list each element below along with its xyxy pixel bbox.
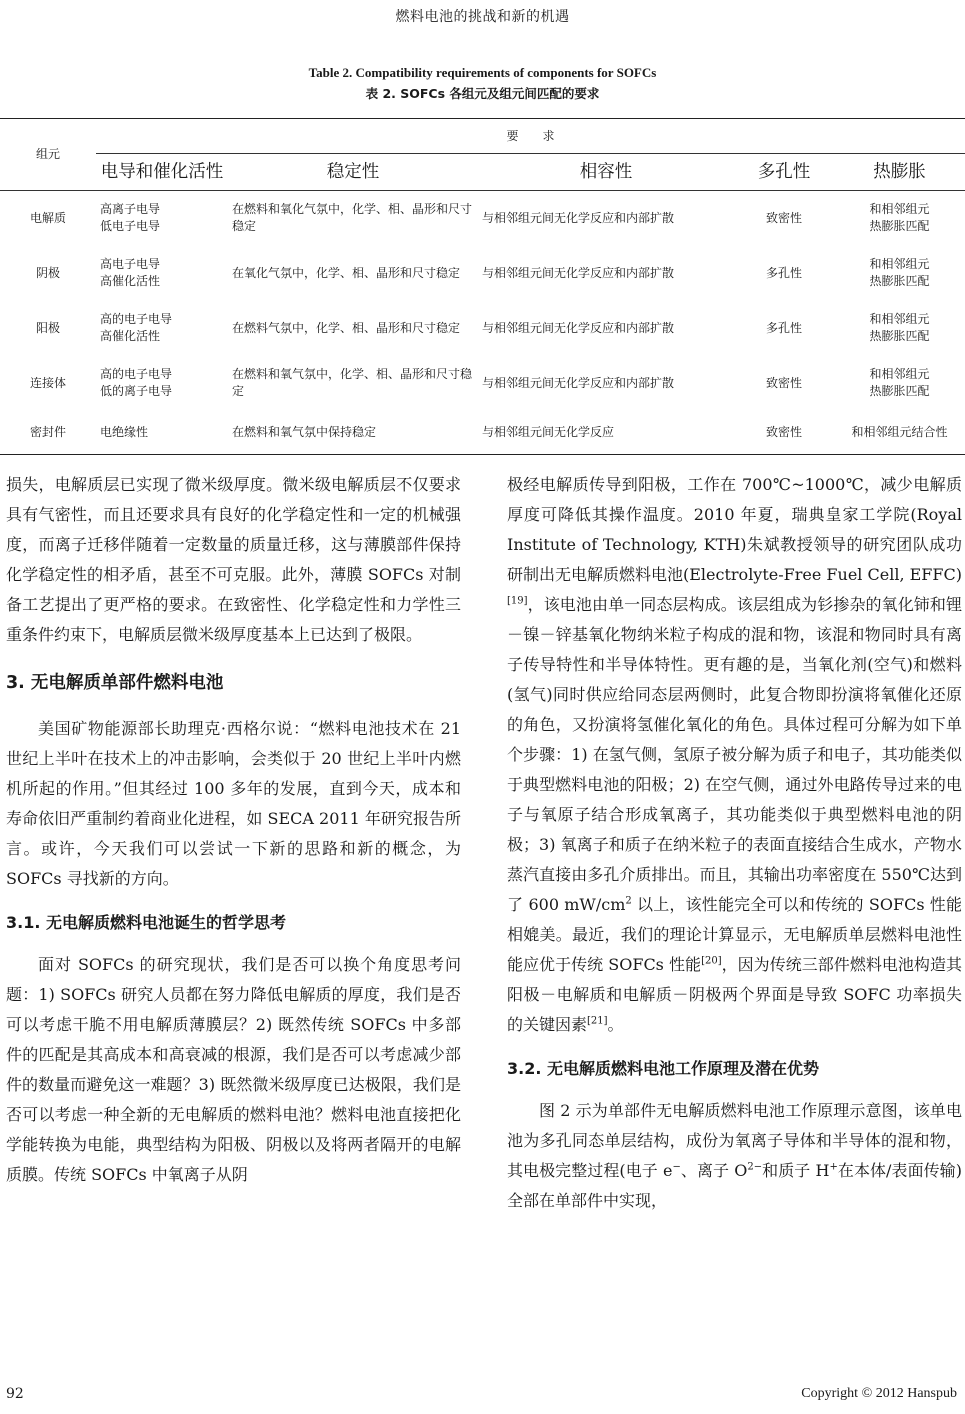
cell-conductivity: 高电子电导 高催化活性: [100, 257, 161, 288]
cell-expansion: 和相邻组元结合性: [851, 424, 948, 439]
cell-conductivity: 高的电子电导 高催化活性: [100, 312, 173, 343]
cell-component: 阳极: [35, 320, 60, 335]
cell-stability: 在氧化气氛中，化学、相、晶形和尺寸稳定: [232, 265, 461, 280]
right-column: [507, 470, 962, 1216]
requirements-table: [0, 118, 965, 455]
superscript: 2: [625, 895, 632, 907]
header-component: 组元: [35, 147, 60, 161]
cell-conductivity: 高的电子电导 低的离子电导: [100, 367, 173, 398]
cell-expansion: 和相邻组元 热膨胀匹配: [869, 367, 930, 398]
text-run: 在本体/表面传输)全部在单部件中实现，: [507, 1161, 962, 1210]
cell-compatibility: 与相邻组元间无化学反应和内部扩散: [482, 320, 675, 335]
table-caption-zh: 表 2. SOFCs 各组元及组元间匹配的要求: [365, 86, 600, 101]
cell-porosity: 致密性: [765, 375, 802, 390]
cell-expansion: 和相邻组元 热膨胀匹配: [869, 312, 930, 343]
table-row: [0, 191, 965, 246]
left-column: [6, 470, 461, 1190]
paragraph: [507, 470, 962, 1040]
citation: [20]: [701, 955, 722, 967]
cell-conductivity: 高离子电导 低电子电导: [100, 202, 161, 234]
cell-compatibility: 与相邻组元间无化学反应和内部扩散: [482, 210, 675, 225]
table-row: [0, 411, 965, 455]
subheader-expansion: 热膨胀: [834, 154, 965, 191]
table-row: [0, 246, 965, 301]
cell-component: 阴极: [35, 265, 60, 280]
cell-stability: 在燃料和氧气氛中保持稳定: [232, 424, 377, 439]
cell-component: 连接体: [29, 375, 66, 390]
text-run: ，该电池由单一同态层构成。该层组成为钐掺杂的氧化铈和锂－镍－锌基氧化物纳米粒子构成的混和物，该混和物同时具有离子传导特性和半导体特性。更有趣的是，当氧化剂(空气)和燃料(氢气)同时供应给同态层两侧时，此复合物即扮演将氧催化还原的角色，又扮演将氢催化氧化的角色。具体过程可分解为如下单个步骤：1) 在氢气侧，氢原子被分解为质子和电子，其功能类似于典型燃料电池的阳极；2) 在空气侧，通过外电路传导过来的电子与氧原子结合形成氧离子，其功能类似于典型燃料电池的阴极；3) 氧离子和质子在纳米粒子的表面直接结合生成水，产物水蒸汽直接由多孔介质排出。而且，其输出功率密度在 550℃达到了 600 mW/cm: [507, 595, 962, 914]
cell-compatibility: 与相邻组元间无化学反应: [482, 424, 615, 439]
text-run: 、离子 O: [680, 1161, 748, 1180]
text-run: 极经电解质传导到阳极，工作在 700℃~1000℃，减少电解质厚度可降低其操作温度。2010 年夏，瑞典皇家工学院(Royal Institute of Technology, KTH)朱斌教授领导的研究团队成功研制出无电解质燃料电池(Electrolyte-Free Fuel Cell, EFFC): [507, 475, 962, 584]
cell-porosity: 致密性: [765, 210, 802, 225]
table-caption-en: Table 2. Compatibility requirements of components for SOFCs: [308, 65, 657, 80]
cell-compatibility: 与相邻组元间无化学反应和内部扩散: [482, 375, 675, 390]
cell-porosity: 多孔性: [765, 265, 802, 280]
cell-compatibility: 与相邻组元间无化学反应和内部扩散: [482, 265, 675, 280]
subheader-stability: 稳定性: [228, 154, 478, 191]
text-run: 和质子 H: [762, 1161, 830, 1180]
citation: [19]: [507, 595, 528, 607]
table-row: [0, 356, 965, 411]
superscript: +: [829, 1161, 838, 1173]
text-run: 图 2 示为单部件无电解质燃料电池工作原理示意图，该单电池为多孔同态单层结构，成份为氧离子导体和半导体的混和物，其电极完整过程(电子 e: [507, 1101, 962, 1180]
paragraph: 面对 SOFCs 的研究现状，我们是否可以换个角度思考问题：1) SOFCs 研究人员都在努力降低电解质的厚度，我们是否可以考虑干脆不用电解质薄膜层？2) 既然传统 SOFCs 中多部件的匹配是其高成本和高衰减的根源，我们是否可以考虑减少部件的数量而避免这一难题？3) 既然微米级厚度已达极限，我们是否可以考虑一种全新的无电解质的燃料电池？燃料电池直接把化学能转换为电能，典型结构为阳极、阴极以及将两者隔开的电解质膜。传统 SOFCs 中氧离子从阴: [6, 955, 461, 1184]
page-number: 92: [6, 1386, 24, 1402]
cell-expansion: 和相邻组元 热膨胀匹配: [869, 202, 930, 234]
copyright-notice: Copyright © 2012 Hanspub: [801, 1386, 957, 1401]
section-heading-3: 3. 无电解质单部件燃料电池: [6, 673, 224, 693]
paragraph: 美国矿物能源部长助理克·西格尔说：“燃料电池技术在 21 世纪上半叶在技术上的冲击影响，会类似于 20 世纪上半叶内燃机所起的作用。”但其经过 100 多年的发展，直到今天，成本和寿命依旧严重制约着商业化进程，如 SECA 2011 年研究报告所言。或许，今天我们可以尝试一下新的思路和新的概念，为 SOFCs 寻找新的方向。: [6, 719, 461, 888]
cell-stability: 在燃料和氧气氛中，化学、相、晶形和尺寸稳定: [232, 367, 473, 398]
running-header: 燃料电池的挑战和新的机遇: [395, 9, 570, 25]
subheader-porosity: 多孔性: [734, 154, 834, 191]
cell-component: 密封件: [29, 424, 66, 439]
text-run: 以上，该性能完全可以和传统的 SOFCs 性能相媲美。最近，我们的理论计算显示，无电解质单层燃料电池性能应优于传统 SOFCs 性能: [507, 895, 962, 974]
text-run: ，因为传统三部件燃料电池构造其阳极－电解质和电解质－阴极两个界面是导致 SOFC 功率损失的关键因素: [507, 955, 962, 1034]
cell-expansion: 和相邻组元 热膨胀匹配: [869, 257, 930, 288]
cell-stability: 在燃料气氛中，化学、相、晶形和尺寸稳定: [232, 320, 461, 335]
paragraph: 损失，电解质层已实现了微米级厚度。微米级电解质层不仅要求具有气密性，而且还要求具有良好的化学稳定性和一定的机械强度，而离子迁移伴随着一定数量的质量迁移，这与薄膜部件保持化学稳定性的相矛盾，甚至不可克服。此外，薄膜 SOFCs 对制备工艺提出了更严格的要求。在致密性、化学稳定性和力学性三重条件约束下，电解质层微米级厚度基本上已达到了极限。: [6, 475, 461, 644]
section-heading-3-1: 3.1. 无电解质燃料电池诞生的哲学思考: [6, 913, 286, 932]
subheader-compatibility: 相容性: [478, 154, 734, 191]
cell-porosity: 致密性: [765, 424, 802, 439]
superscript: 2−: [747, 1161, 763, 1173]
text-run: 。: [607, 1015, 624, 1034]
section-heading-3-2: 3.2. 无电解质燃料电池工作原理及潜在优势: [507, 1059, 819, 1078]
subheader-conductivity: 电导和催化活性: [96, 154, 228, 191]
cell-component: 电解质: [29, 210, 66, 225]
cell-stability: 在燃料和氧化气氛中，化学、相、晶形和尺寸稳定: [232, 202, 473, 234]
cell-porosity: 多孔性: [765, 320, 802, 335]
table-row: [0, 301, 965, 356]
paragraph: [507, 1096, 962, 1216]
cell-conductivity: 电绝缘性: [100, 424, 149, 439]
superscript: −: [672, 1161, 681, 1173]
citation: [21]: [587, 1015, 608, 1027]
header-requirements: 要 求: [506, 128, 555, 143]
